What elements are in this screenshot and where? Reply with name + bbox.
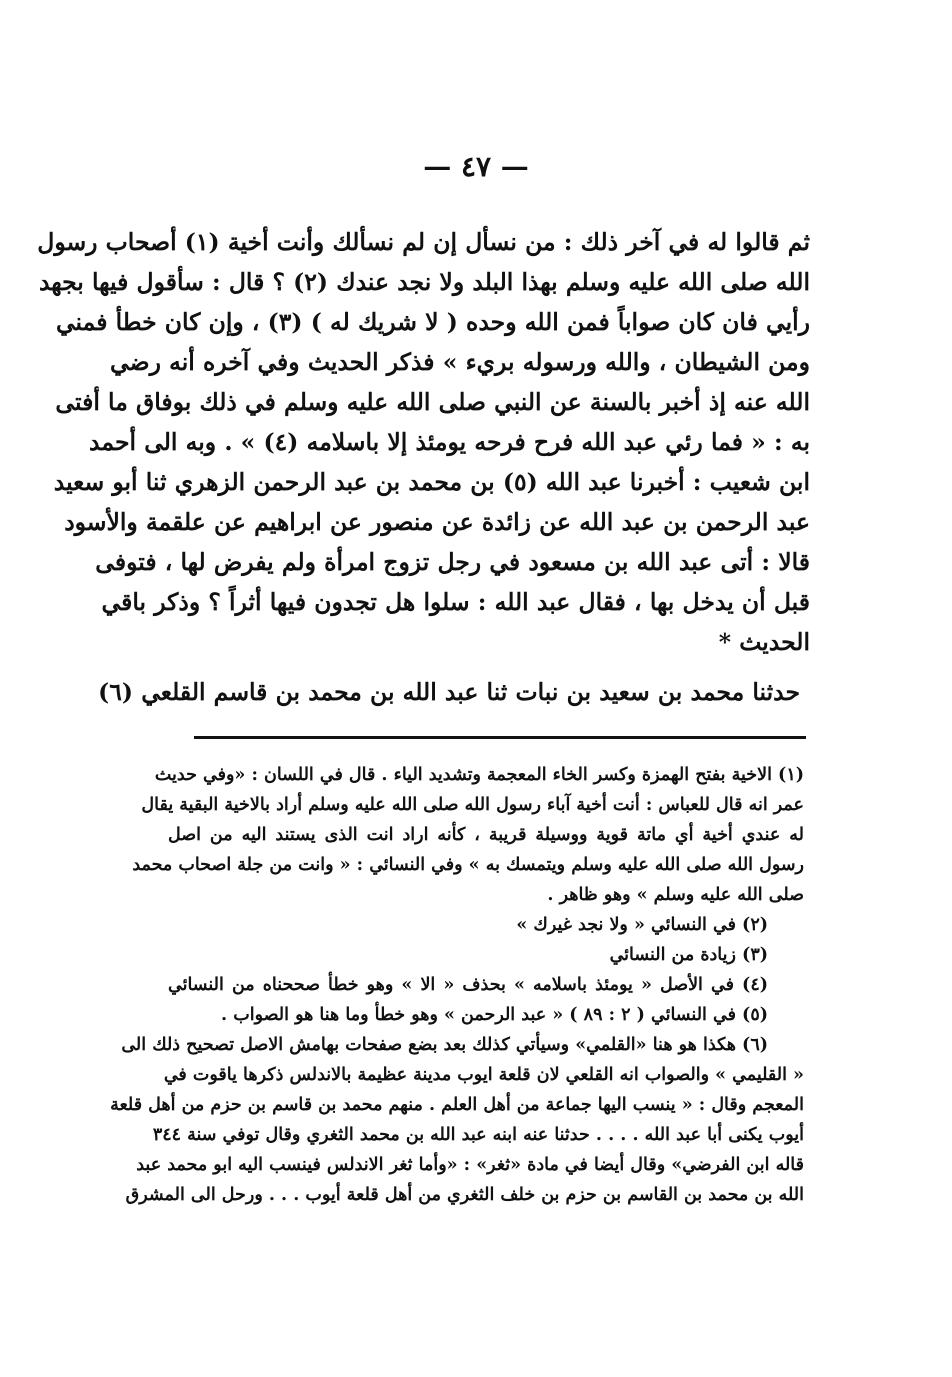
footnote-line: (٤) في الأصل « يومئذ باسلامه » بحذف « الا » وهو خطأ صححناه من النسائي: [168, 975, 768, 995]
main-text-line: به : « فما رئي عبد الله فرح فرحه يومئذ إلا باسلامه (٤) » . وبه الى أحمد: [89, 428, 810, 456]
footnote-line: أيوب يكنى أبا عبد الله . . . . حدثنا عنه ابنه عبد الله بن محمد الثغري وقال توفي سنة ٣٤٤: [152, 1125, 804, 1145]
footnote-line: قاله ابن الفرضي» وقال أيضا في مادة «ثغر» : «وأما ثغر الاندلس فينسب اليه ابو محمد عبد: [136, 1155, 804, 1175]
footnote-line: « القليمي » والصواب انه القلعي لان قلعة ايوب مدينة عظيمة بالاندلس ذكرها ياقوت في: [163, 1065, 804, 1085]
footnote-line: (٣) زيادة من النسائي: [609, 945, 768, 965]
main-text-line: عبد الرحمن بن عبد الله عن زائدة عن منصور عن ابراهيم عن علقمة والأسود: [64, 508, 810, 536]
page-number: — ٤٧ —: [423, 150, 529, 183]
main-text-line: رأيي فان كان صواباً فمن الله وحده ( لا شريك له ) (٣) ، وإن كان خطأ فمني: [55, 308, 810, 336]
footnote-line: (١) الاخية بفتح الهمزة وكسر الخاء المعجمة وتشديد الياء . قال في اللسان : «وفي حديث: [154, 765, 804, 785]
main-text-line: الله عنه إذ أخبر بالسنة عن النبي صلى الله عليه وسلم في ذلك بوفاق ما أفتى: [55, 388, 810, 416]
footnote-line: (٦) هكذا هو هنا «القلمي» وسيأتي كذلك بعد بضع صفحات بهامش الاصل تصحيح ذلك الى: [121, 1035, 768, 1055]
hadith-chain-line: حدثنا محمد بن سعيد بن نبات ثنا عبد الله بن محمد بن قاسم القلعي (٦): [98, 678, 800, 706]
main-text-line: الحديث *: [718, 628, 810, 656]
main-text-line: ثم قالوا له في آخر ذلك : من نسأل إن لم نسألك وأنت أخية (١) أصحاب رسول: [37, 228, 810, 256]
main-text-line: قبل أن يدخل بها ، فقال عبد الله : سلوا هل تجدون فيها أثراً ؟ وذكر باقي: [101, 588, 810, 616]
footnote-line: المعجم وقال : « ينسب اليها جماعة من أهل العلم . منهم محمد بن قاسم بن حزم من أهل قلعة: [110, 1095, 804, 1115]
footnote-line: (٥) في النسائي ( ٢ : ٨٩ ) « عبد الرحمن » وهو خطأ وما هنا هو الصواب .: [221, 1005, 768, 1025]
footnote-line: (٢) في النسائي « ولا نجد غيرك »: [516, 915, 768, 935]
footnotes-block: [110, 760, 804, 1210]
footnote-divider: [194, 736, 806, 739]
main-text-line: قالا : أتى عبد الله بن مسعود في رجل تزوج امرأة ولم يفرض لها ، فتوفى: [95, 548, 810, 576]
main-text-line: ابن شعيب : أخبرنا عبد الله (٥) بن محمد بن عبد الرحمن الزهري ثنا أبو سعيد: [53, 468, 810, 496]
footnote-line: له عندي أخية أي ماتة قوية ووسيلة قريبة ، كأنه اراد انت الذى يستند اليه من اصل: [168, 825, 804, 845]
main-text-line: الله صلى الله عليه وسلم بهذا البلد ولا نجد عندك (٢) ؟ قال : سأقول فيها بجهد: [38, 268, 810, 296]
footnote-line: صلى الله عليه وسلم » وهو ظاهر .: [547, 885, 804, 905]
footnote-line: عمر انه قال للعباس : أنت أخية آباء رسول الله صلى الله عليه وسلم أراد بالاخية البقية يقال: [141, 795, 804, 815]
main-text-block: [37, 222, 810, 662]
main-text-line: ومن الشيطان ، والله ورسوله بريء » فذكر الحديث وفي آخره أنه رضي: [110, 348, 810, 376]
footnote-line: رسول الله صلى الله عليه وسلم ويتمسك به » وفي النسائي : « وانت من جلة اصحاب محمد: [132, 855, 804, 875]
footnote-line: الله بن محمد بن القاسم بن حزم بن خلف الثغري من أهل قلعة أيوب . . . ورحل الى المشرق: [125, 1185, 804, 1205]
